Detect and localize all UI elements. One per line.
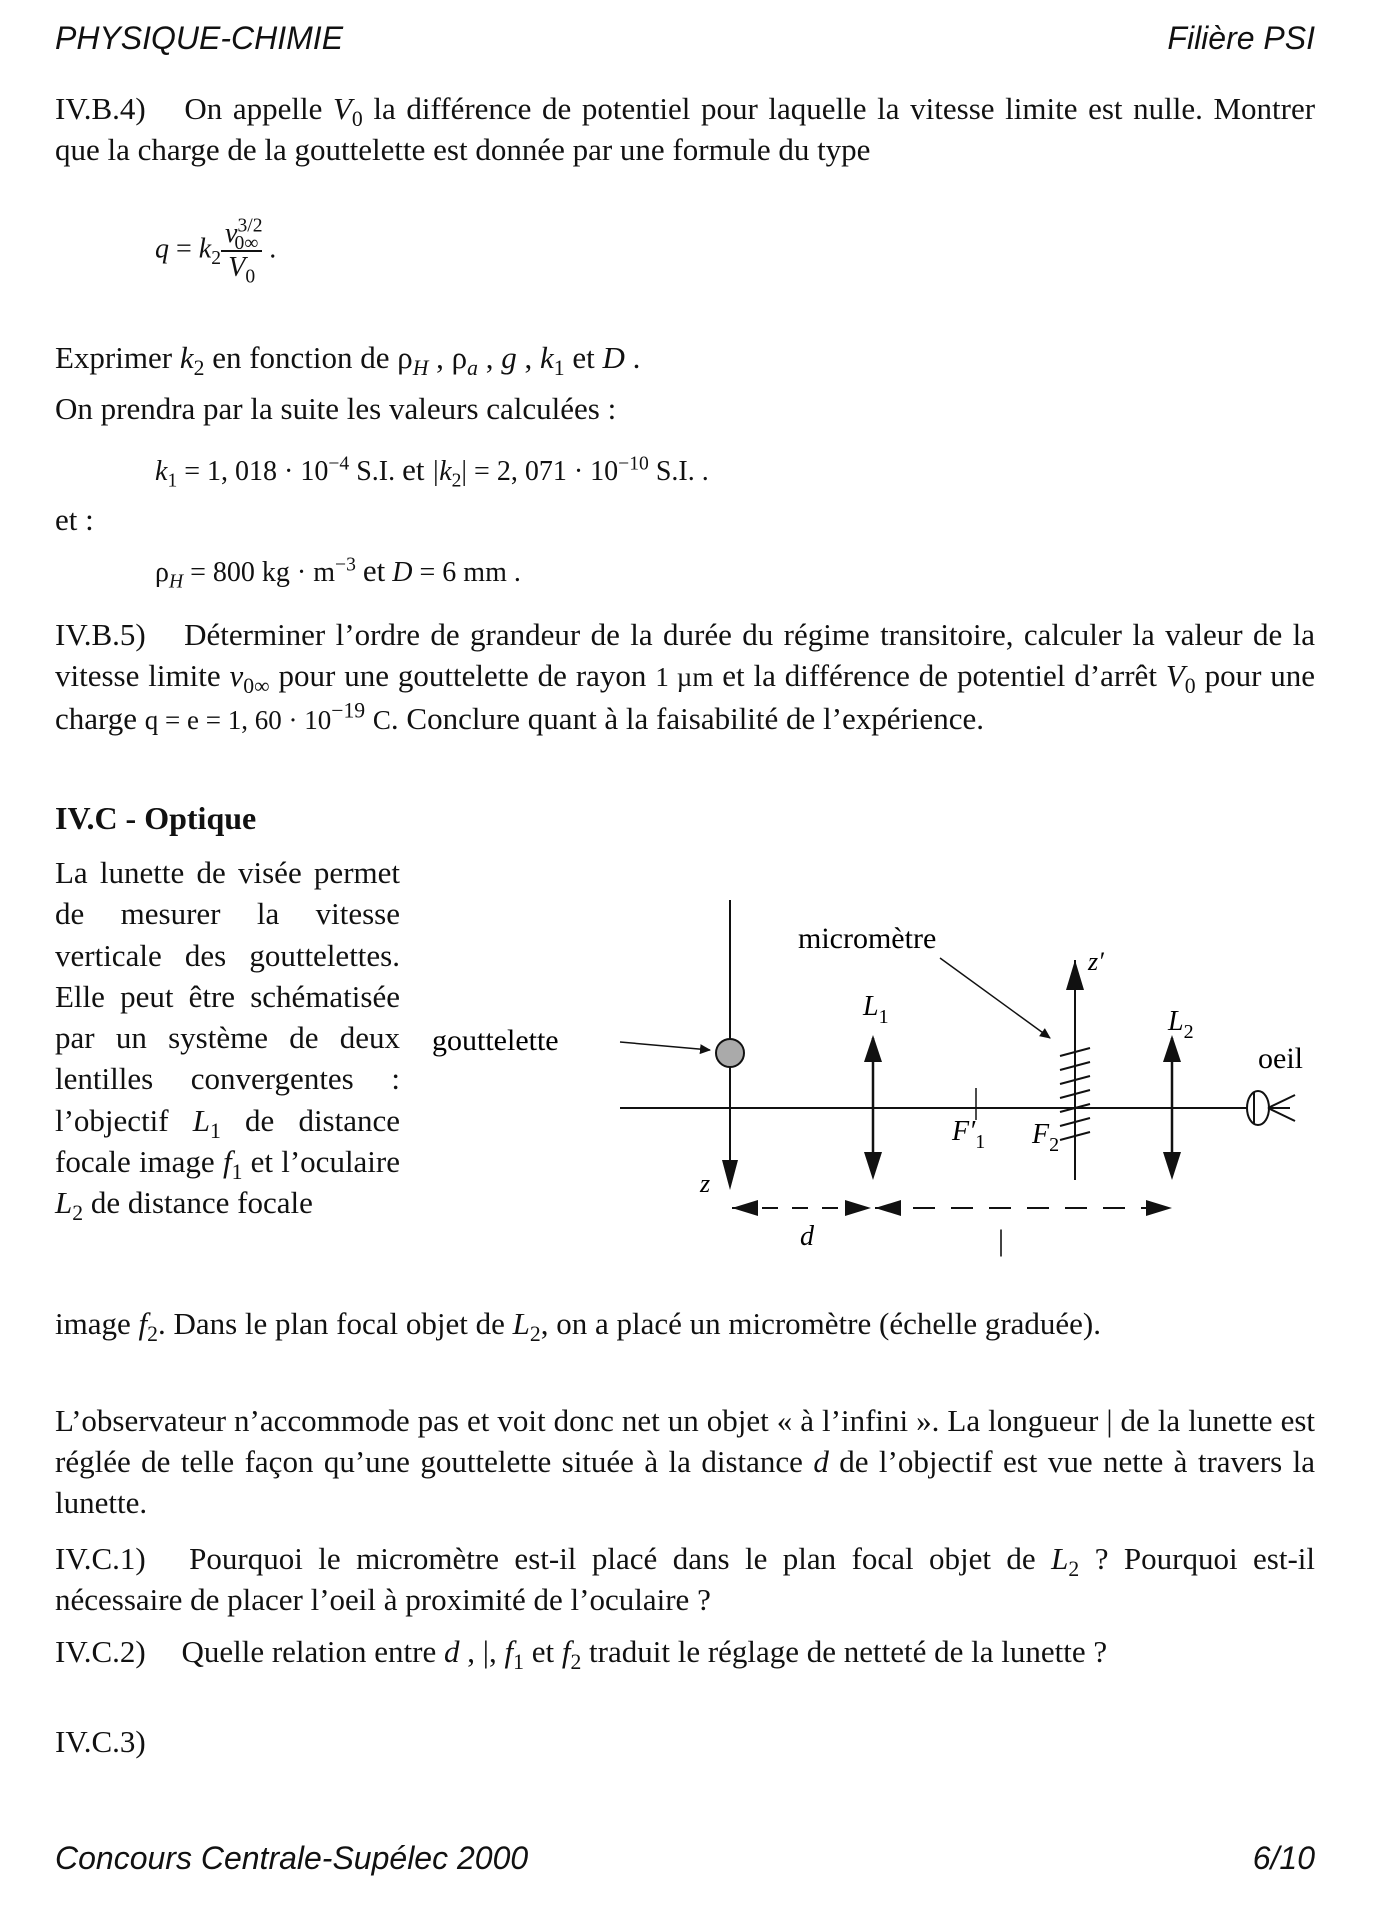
micrometre-label: micromètre [798, 922, 937, 955]
optique-intro-column: La lunette de visée permet de mesurer la vitesse verticale des gouttelettes. Elle peut être schématisée par un système de deux lentilles convergentes : l’objectif $L_1$ de distance focale image $f_1$ et l’oculaire $L_2$ de distance focale [55, 855, 401, 1226]
formula-q: $q = k_2$ $\frac{v^{3/2}_{0\infty}}{V_0}$ . [155, 215, 277, 288]
observer-paragraph: L’observateur n’accommode pas et voit donc net un objet « à l’infini ». La longueur | de la lunette est réglée de telle façon qu’une gouttelette située à la distance d de l’objectif est vue nette à travers la lunette. [55, 1403, 1316, 1520]
length-ell-label: | [998, 1224, 1005, 1257]
et-line: et : [55, 502, 94, 537]
distance-d-label: d [800, 1221, 814, 1252]
question-label: IV.C.1) [55, 1541, 146, 1576]
section-title-optique: IV.C - Optique [55, 800, 257, 836]
question-label: IV.B.5) [55, 617, 146, 652]
formula-fraction: $\frac{v^{3/2}_{0\infty}}{V_0}$ [221, 218, 262, 284]
header-subject: PHYSIQUE-CHIMIE [55, 20, 344, 56]
micrometre-pointer [940, 958, 1050, 1038]
values-rho-d: $\rho_H = 800$ kg · $m^{-3}$ et D = 6 mm . [155, 553, 521, 593]
eye [1247, 1091, 1269, 1125]
lens-l2-top-arrow [1163, 1035, 1181, 1062]
lens-l1-top-arrow [864, 1035, 882, 1062]
gouttelette-pointer [620, 1042, 710, 1050]
optics-diagram [420, 890, 1320, 1270]
droplet [716, 1039, 744, 1067]
z-label: z [700, 1169, 711, 1198]
z-axis-arrowhead [722, 1160, 738, 1190]
zprime-axis-arrowhead [1066, 960, 1084, 990]
values-intro: On prendra par la suite les valeurs calculées : [55, 391, 617, 426]
express-k2-line: Exprimer $k_2$ en fonction de $\rho_H$ , $\rho_a$ , g , $k_1$ et D . [55, 340, 641, 381]
question-ivc3: IV.C.3) [55, 1724, 146, 1759]
question-ivc2: IV.C.2) Quelle relation entre d , |, $f_1$ et $f_2$ traduit le réglage de netteté de la lunette ? [55, 1634, 1108, 1675]
question-ivc1: IV.C.1) Pourquoi le micromètre est-il placé dans le plan focal objet de $L_2$ ? Pourquoi est-il nécessaire de placer l’oeil à proximité de l’oculaire ? [55, 1541, 1316, 1617]
zprime-label: z′ [1088, 947, 1104, 976]
header-track: Filière PSI [1167, 20, 1315, 56]
footer-page-number: 6/10 [1252, 1840, 1315, 1876]
question-label: IV.C.2) [55, 1634, 146, 1669]
lens-l1-bottom-arrow [864, 1152, 882, 1180]
lens-l2-bottom-arrow [1163, 1152, 1181, 1180]
focal-f2-label: $F_2$ [1032, 1119, 1060, 1156]
focal-f1p-label: $F'_1$ [952, 1116, 986, 1153]
question-ivb5: IV.B.5) Déterminer l’ordre de grandeur de la durée du régime transitoire, calculer la valeur de la vitesse limite $v_{0\infty}$ pour une gouttelette de rayon 1 µm et la différence de potentiel d’arrêt $V_0$ pour une charge q = e = 1, $60 \cdot 10^{-19}$ C. Conclure quant à la faisabilité de l’expérience. [55, 617, 1316, 736]
optique-continuation: image $f_2$. Dans le plan focal objet de $L_2$, on a placé un micromètre (échelle graduée). [55, 1306, 1102, 1347]
values-k1-k2: $k_1 = 1$, $018 \cdot 10^{-4}$ S.I. et $|k_2| = 2$, $071 \cdot 10^{-10}$ S.I. . [155, 452, 709, 492]
question-ivb4: IV.B.4) On appelle $V_0$ la différence de potentiel pour laquelle la vitesse limite est nulle. Montrer que la charge de la gouttelette est donnée par une formule du type [55, 91, 1316, 167]
question-label: IV.B.4) [55, 91, 146, 126]
lens-l2-label: $L_2$ [1168, 1006, 1194, 1043]
gouttelette-label: gouttelette [432, 1024, 559, 1057]
lens-l1-label: $L_1$ [863, 991, 889, 1028]
oeil-label: oeil [1258, 1042, 1303, 1075]
footer-contest: Concours Centrale-Supélec 2000 [55, 1840, 529, 1876]
